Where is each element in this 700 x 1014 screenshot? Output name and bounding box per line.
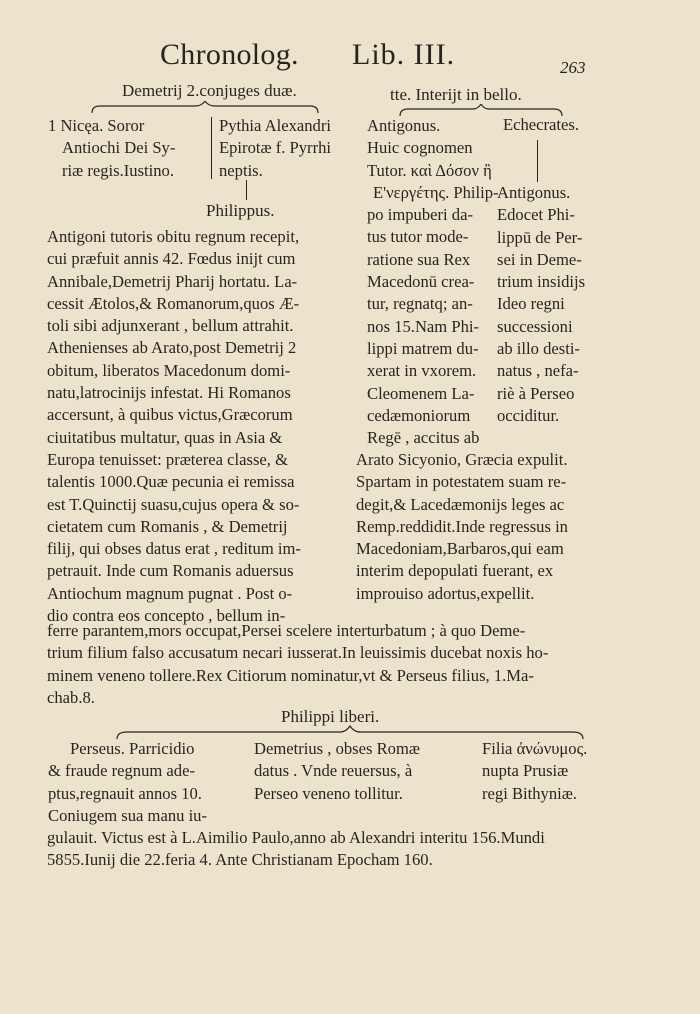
wife-pythia: Pythia Alexandri Epirotæ f. Pyrrhi neptis. [219, 116, 331, 180]
children-heading: Philippi liberi. [281, 707, 380, 726]
perseus-text-continued: gulauit. Victus est à L.Aimilio Paulo,anno ab Alexandri interitu 156.Mundi 5855.Iunij die 22.feria 4. Ante Christianam Epocham 160. [47, 828, 545, 870]
daughter-entry: Filia ἀνώνυμος. nupta Prusiæ regi Bithyniæ. [482, 739, 588, 803]
running-title: Chronolog. [160, 38, 299, 71]
philippus-label: Philippus. [206, 201, 275, 220]
echecrates-label: Echecrates. [503, 115, 580, 134]
genealogy-brace-left [90, 101, 320, 115]
philippus-text-continued: ferre parantem,mors occupat,Persei scelere interturbatum ; à quo Deme- trium filium falso accusatum necari iusserat.In leuissimis ducebat noxis ho- minem veneno tollere.Rex Citiorum nominatur,vt & Perseus filius, 1.Ma- chab.8. [47, 621, 549, 707]
page-number: 263 [560, 58, 586, 77]
book-number: Lib. III. [352, 38, 456, 71]
antigonus-tutor: Antigonus. Huic cognomen Tutor. καὶ Δόσον ἢ Ε'νεργέτης. Philip- po impuberi da- tus tutor mode- ratione sua Rex Macedonū crea- tur, regnatq; an- nos 15.Nam Phi- lippi matrem du- xerat in vxorem. Cleomenem La- cedæmoniorum Regē , accitus ab [367, 116, 499, 448]
demetrius-heading: Demetrij 2.conjuges duæ. [122, 81, 297, 100]
divider-line [211, 117, 212, 179]
lineage-line [537, 140, 538, 182]
wife-nicea: 1 Nicęa. Soror Antiochi Dei Sy- riæ regis.Iustino. [48, 116, 176, 180]
antigonus-son: Antigonus. Edocet Phi- lippū de Per- sei in Deme- trium insidijs Ideo regni successioni ab illo desti- natus , nefa- riè à Perseo occiditur. [497, 183, 586, 425]
philippus-text: Antigoni tutoris obitu regnum recepit, cui præfuit annis 42. Fœdus inijt cum Annibale,Demetrij Pharij hortatu. La- cessit Ætolos,& Romanorum,quos Æ- toli sibi adjunxerant , bellum attrahit. Athenienses ab Arato,post Demetrij 2 obitum, liberatos Macedonum domi- natu,latrocinijs infestat. Hi Romanos accersunt, à quibus victus,Græcorum ciuitatibus multatur, quas in Asia & Europa tenuisset: præterea classe, & talentis 1000.Quæ pecunia ei remissa est T.Quinctij suasu,cujus opera & so- cietatem cum Romanis , & Demetrij filij, qui obses datus erat , reditum im- petrauit. Inde cum Romanis aduersus Antiochum magnum pugnat . Post o- dio contra eos concepto , bellum in- [47, 227, 301, 626]
antigonus-continuation: Arato Sicyonio, Græcia expulit. Spartam in potestatem suam re- degit,& Lacedæmonijs leges ac Remp.reddidit.Inde regressus in Macedoniam,Barbaros,qui eam interim depopulati fuerant, ex improuiso adortus,expellit. [356, 450, 568, 603]
demetrius-entry: Demetrius , obses Romæ datus . Vnde reuersus, à Perseo veneno tollitur. [254, 739, 420, 803]
perseus-entry: Perseus. Parricidio & fraude regnum ade- ptus,regnauit annos 10. Coniugem sua manu iu- [48, 739, 208, 825]
antigonus-top-line: tte. Interijt in bello. [390, 85, 522, 104]
lineage-line [246, 180, 247, 200]
